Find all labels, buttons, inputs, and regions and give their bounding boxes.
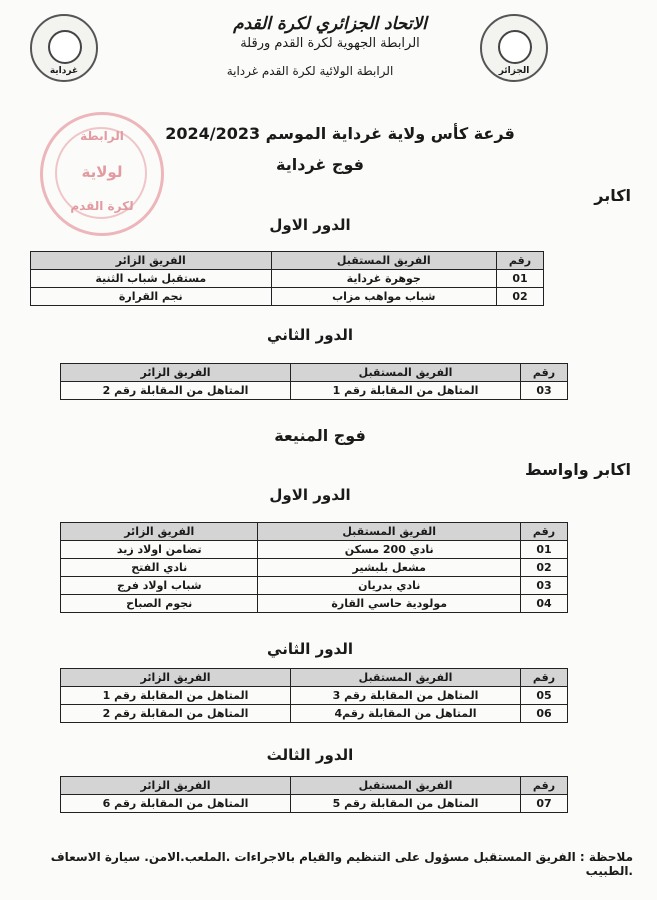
home-team: مشعل بلبشير — [258, 559, 521, 577]
away-team: المتاهل من المقابلة رقم 1 — [61, 687, 291, 705]
match-num: 07 — [521, 795, 568, 813]
away-team: شباب اولاد فرج — [61, 577, 258, 595]
away-team: مستقبل شباب الثنية — [31, 270, 272, 288]
col-away: الفريق الزائر — [61, 364, 291, 382]
col-home: الفريق المستقبل — [271, 252, 496, 270]
match-num: 06 — [521, 705, 568, 723]
faf-logo-text: الجزائر — [498, 66, 530, 76]
away-team: المتاهل من المقابلة رقم 2 — [61, 705, 291, 723]
home-team: مولودية حاسي القارة — [258, 595, 521, 613]
table-header-row — [61, 364, 568, 382]
category-label: اكابر واواسط — [524, 460, 631, 479]
away-team: المتاهل من المقابلة رقم 6 — [61, 795, 291, 813]
home-team: المتاهل من المقابلة رقم4 — [291, 705, 521, 723]
col-num: رقم — [521, 364, 568, 382]
col-home: الفريق المستقبل — [258, 523, 521, 541]
table-row — [61, 595, 568, 613]
federation-name: الاتحاد الجزائري لكرة القدم — [233, 14, 427, 34]
col-num: رقم — [521, 777, 568, 795]
table-header-row — [61, 777, 568, 795]
fixtures-table — [60, 522, 568, 613]
document-title: قرعة كأس ولاية غرداية الموسم 2024/2023 — [165, 124, 515, 143]
table-header-row — [61, 669, 568, 687]
table-row — [61, 559, 568, 577]
col-home: الفريق المستقبل — [291, 669, 521, 687]
table-row — [61, 705, 568, 723]
table-row — [61, 541, 568, 559]
fixtures-table — [60, 776, 568, 813]
away-team: المتاهل من المقابلة رقم 2 — [61, 382, 291, 400]
group-title: فوج غرداية — [276, 155, 364, 174]
faf-logo — [480, 14, 548, 82]
match-num: 01 — [521, 541, 568, 559]
col-away: الفريق الزائر — [61, 669, 291, 687]
stamp-text-bottom: لكرة القدم — [70, 199, 134, 213]
fixtures-table — [60, 363, 568, 400]
col-home: الفريق المستقبل — [291, 777, 521, 795]
fixtures-table — [60, 668, 568, 723]
table-row — [31, 288, 544, 306]
away-team: تضامن اولاد زيد — [61, 541, 258, 559]
col-away: الفريق الزائر — [61, 523, 258, 541]
group-title: فوج المنيعة — [274, 426, 366, 445]
home-team: المتاهل من المقابلة رقم 5 — [291, 795, 521, 813]
stamp-text-top: الرابطة — [80, 129, 124, 143]
football-icon — [498, 30, 532, 64]
lfw-logo-text: غرداية — [49, 66, 79, 76]
away-team: نادي الفتح — [61, 559, 258, 577]
home-team: جوهرة غرداية — [271, 270, 496, 288]
stamp-text-mid: لولاية — [81, 163, 123, 181]
round-title: الدور الثاني — [267, 640, 353, 658]
home-team: المتاهل من المقابلة رقم 3 — [291, 687, 521, 705]
fixtures-table — [30, 251, 544, 306]
col-away: الفريق الزائر — [31, 252, 272, 270]
table-row — [61, 795, 568, 813]
home-team: نادي بدريان — [258, 577, 521, 595]
round-title: الدور الثالث — [266, 746, 354, 764]
home-team: نادي 200 مسكن — [258, 541, 521, 559]
col-home: الفريق المستقبل — [291, 364, 521, 382]
league-stamp — [40, 112, 164, 236]
footer-note: ملاحظة : الفريق المستقبل مسؤول على التنظيم والقيام بالاجراءات .الملعب.الامن. سيارة الاسعاف .الطبيب — [50, 850, 633, 878]
match-num: 05 — [521, 687, 568, 705]
col-num: رقم — [497, 252, 544, 270]
col-away: الفريق الزائر — [61, 777, 291, 795]
table-row — [61, 687, 568, 705]
table-row — [61, 382, 568, 400]
match-num: 04 — [521, 595, 568, 613]
match-num: 03 — [521, 382, 568, 400]
col-num: رقم — [521, 669, 568, 687]
match-num: 02 — [497, 288, 544, 306]
table-header-row — [61, 523, 568, 541]
regional-league-name: الرابطة الجهوية لكرة القدم ورقلة — [240, 36, 420, 51]
table-row — [61, 577, 568, 595]
away-team: نجوم الصباح — [61, 595, 258, 613]
table-row — [31, 270, 544, 288]
home-team: شباب مواهب مزاب — [271, 288, 496, 306]
col-num: رقم — [521, 523, 568, 541]
away-team: نجم القرارة — [31, 288, 272, 306]
football-icon — [48, 30, 82, 64]
home-team: المتاهل من المقابلة رقم 1 — [291, 382, 521, 400]
match-num: 02 — [521, 559, 568, 577]
round-title: الدور الاول — [269, 216, 351, 234]
table-header-row — [31, 252, 544, 270]
round-title: الدور الثاني — [267, 326, 353, 344]
category-label: اكابر — [594, 186, 631, 205]
match-num: 01 — [497, 270, 544, 288]
lfw-logo — [30, 14, 98, 82]
round-title: الدور الاول — [269, 486, 351, 504]
match-num: 03 — [521, 577, 568, 595]
wilaya-league-name: الرابطة الولائية لكرة القدم غرداية — [226, 64, 394, 78]
